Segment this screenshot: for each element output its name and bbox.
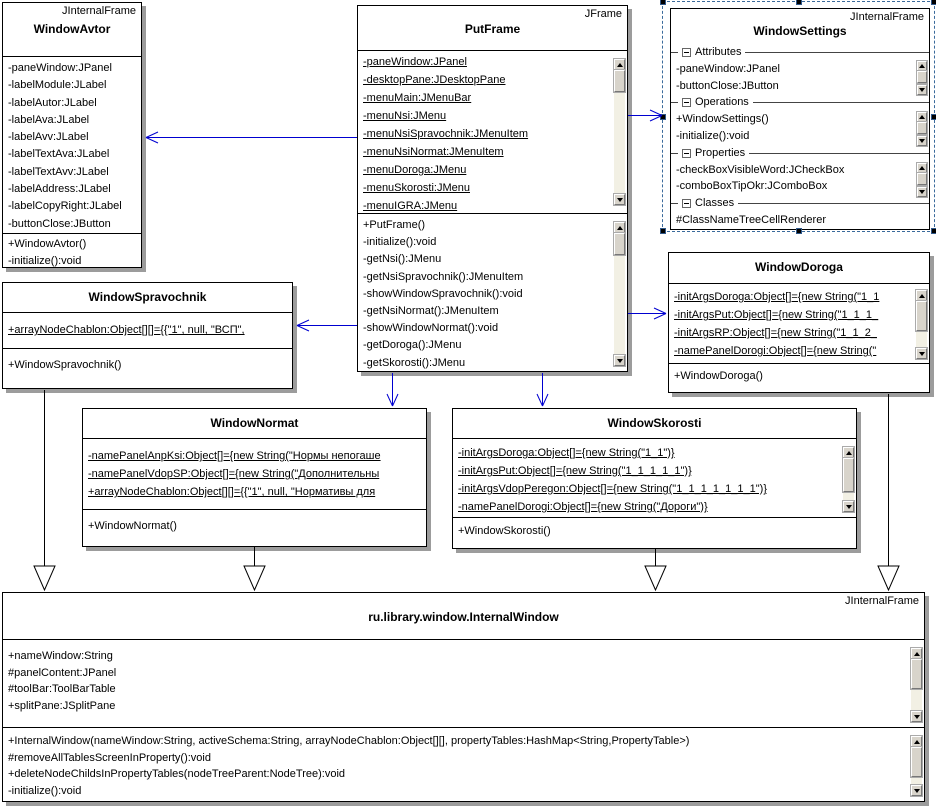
attributes-compartment — [3, 57, 141, 233]
resize-handle[interactable] — [660, 114, 666, 120]
method-row: +deleteNodeChildsInPropertyTables(nodeTreeParent:NodeTree):void — [8, 768, 346, 781]
class-name: WindowAvtor — [33, 22, 111, 36]
scroll-track[interactable] — [917, 71, 927, 85]
methods-compartment — [358, 213, 627, 371]
class-window-normat[interactable] — [82, 408, 427, 547]
generalization-windowdoroga-to-internalwindow[interactable] — [878, 394, 899, 590]
attribute-row: -namePanelAnpKsi:Object[]={new String("Нормы непогаше — [88, 450, 381, 462]
attribute-row: -labelAutor:JLabel — [8, 96, 97, 109]
section-header-attributes[interactable]: Attributes — [671, 44, 929, 61]
resize-handle[interactable] — [660, 0, 666, 5]
scroll-up-icon — [919, 64, 925, 68]
scroll-down-icon — [914, 789, 920, 793]
scroll-down-button[interactable] — [911, 711, 922, 722]
scroll-thumb[interactable] — [614, 70, 625, 92]
scrollbar[interactable] — [911, 736, 922, 796]
class-window-skorosti[interactable] — [452, 408, 857, 549]
method-row: +WindowNormat() — [88, 520, 177, 532]
minus-glyph — [684, 102, 689, 103]
stereotype-label: JInternalFrame — [845, 595, 919, 607]
class-internal-window[interactable] — [2, 592, 925, 802]
scroll-down-icon — [919, 190, 925, 194]
minus-glyph — [684, 52, 689, 53]
divider — [671, 153, 678, 154]
methods-compartment — [669, 363, 929, 392]
attribute-row: -namePanelDorogi:Object[]={new String("Дороги")} — [458, 501, 708, 513]
scroll-up-button[interactable] — [916, 290, 927, 301]
method-row: +WindowSettings() — [676, 113, 769, 126]
attribute-row: +splitPane:JSplitPane — [8, 699, 116, 712]
class-name: PutFrame — [464, 22, 521, 36]
attribute-row: -labelTextAvv:JLabel — [8, 165, 109, 178]
scrollbar[interactable] — [917, 61, 927, 95]
minus-glyph — [684, 153, 689, 154]
scroll-up-button[interactable] — [917, 61, 927, 71]
scroll-up-icon — [919, 166, 925, 170]
method-row: -getNsiSpravochnik():JMenuItem — [363, 270, 524, 283]
methods-compartment — [3, 727, 924, 801]
generalization-windowspravochnik-to-internalwindow[interactable] — [34, 390, 55, 590]
class-put-frame[interactable] — [357, 5, 628, 372]
scroll-down-button[interactable] — [917, 187, 927, 197]
class-header — [671, 9, 929, 44]
method-row: -showWindowSpravochnik():void — [363, 287, 523, 300]
scroll-thumb[interactable] — [911, 659, 922, 689]
stereotype-label: JInternalFrame — [850, 11, 924, 23]
attribute-row: -labelTextAva:JLabel — [8, 148, 110, 161]
scroll-up-icon — [919, 115, 925, 119]
scroll-track[interactable] — [614, 70, 625, 194]
method-row: +InternalWindow(nameWindow:String, activeSchema:String, arrayNodeChablon:Object[][], propertyTables:HashMap<String,PropertyTable>) — [8, 735, 690, 747]
scrollbar[interactable] — [911, 648, 922, 722]
attribute-row: -initArgsVdopPeregon:Object[]={new String("1_1_1_1_1_1_1")} — [458, 483, 767, 495]
property-row: -comboBoxTipOkr:JComboBox — [676, 180, 828, 193]
attribute-row: -menuIGRA:JMenu — [363, 200, 458, 212]
scroll-down-icon — [919, 352, 925, 356]
class-header — [3, 593, 924, 640]
method-row: -initialize():void — [676, 129, 750, 142]
scroll-up-button[interactable] — [917, 163, 927, 173]
scroll-down-icon — [617, 198, 623, 202]
divider — [671, 203, 678, 204]
method-row: +WindowSkorosti() — [458, 525, 551, 537]
collapse-icon[interactable] — [682, 98, 691, 107]
scroll-thumb[interactable] — [843, 458, 854, 492]
scroll-track[interactable] — [917, 122, 927, 136]
scroll-down-button[interactable] — [916, 348, 927, 359]
attribute-row: -initArgsDoroga:Object[]={new String("1_1 — [674, 291, 880, 303]
divider — [671, 102, 678, 103]
divider — [753, 102, 929, 103]
scroll-thumb[interactable] — [917, 71, 927, 83]
class-name: WindowSpravochnik — [88, 290, 207, 304]
scroll-up-button[interactable] — [917, 112, 927, 122]
generalization-windowskorosti-to-internalwindow[interactable] — [645, 549, 666, 590]
scroll-up-icon — [617, 226, 623, 230]
dependency-putframe-to-windowdoroga[interactable] — [628, 308, 666, 319]
attribute-row: -initArgsDoroga:Object[]={new String("1_1")} — [458, 447, 675, 459]
scroll-down-button[interactable] — [614, 355, 625, 366]
attribute-row: +arrayNodeChablon:Object[][]={{"1", null, "Нормативы для — [88, 486, 376, 498]
scrollbar[interactable] — [917, 112, 927, 146]
collapse-icon[interactable] — [682, 48, 691, 57]
scroll-thumb[interactable] — [916, 301, 927, 331]
scrollbar[interactable] — [614, 222, 625, 366]
scrollbar[interactable] — [917, 163, 927, 197]
scrollbar[interactable] — [916, 290, 927, 359]
attribute-row: #toolBar:ToolBarTable — [8, 683, 116, 696]
class-name: WindowSettings — [753, 24, 847, 38]
section-header-properties[interactable]: Properties — [671, 145, 929, 162]
class-name: ru.library.window.InternalWindow — [368, 610, 559, 624]
scroll-track[interactable] — [911, 659, 922, 711]
class-header — [453, 409, 856, 439]
collapse-icon[interactable] — [682, 199, 691, 208]
method-row: #removeAllTablesScreenInProperty():void — [8, 751, 211, 764]
methods-compartment — [83, 509, 426, 546]
method-row: -getSkorosti():JMenu — [363, 356, 466, 369]
attribute-row: #panelContent:JPanel — [8, 666, 117, 679]
attribute-row: -labelAva:JLabel — [8, 113, 90, 126]
attribute-row: -menuMain:JMenuBar — [363, 92, 472, 104]
dependency-putframe-to-windowsettings[interactable] — [628, 110, 662, 121]
class-window-spravochnik[interactable] — [2, 282, 293, 389]
resize-handle[interactable] — [660, 228, 666, 234]
method-row: -initialize():void — [8, 784, 82, 797]
attribute-row: -desktopPane:JDesktopPane — [363, 74, 506, 86]
class-name: WindowSkorosti — [607, 416, 702, 430]
dependency-putframe-to-windownormat[interactable] — [387, 373, 398, 406]
section-header-operations[interactable]: Operations — [671, 94, 929, 111]
attribute-row: -paneWindow:JPanel — [363, 56, 467, 68]
scroll-thumb[interactable] — [614, 233, 625, 255]
resize-handle[interactable] — [796, 0, 802, 5]
attribute-row: -paneWindow:JPanel — [676, 62, 780, 75]
divider — [749, 153, 929, 154]
resize-handle[interactable] — [931, 228, 936, 234]
attribute-row: -initArgsPut:Object[]={new String("1_1_1_1_1")} — [458, 465, 692, 477]
attribute-row: -menuNsiNormat:JMenuItem — [363, 146, 504, 158]
scroll-up-button[interactable] — [614, 222, 625, 233]
attribute-row: -menuNsiSpravochnik:JMenuItem — [363, 128, 529, 140]
methods-compartment — [453, 517, 856, 548]
scroll-up-icon — [914, 740, 920, 744]
attribute-row: -buttonClose:JButton — [676, 79, 779, 92]
attributes-compartment — [3, 313, 292, 348]
scroll-up-button[interactable] — [911, 648, 922, 659]
attribute-row: -namePanelDorogi:Object[]={new String(" — [674, 345, 877, 357]
attribute-row: -namePanelVdopSP:Object[]={new String("Дополнительны — [88, 468, 380, 480]
resize-handle[interactable] — [931, 114, 936, 120]
scroll-down-icon — [919, 139, 925, 143]
scroll-track[interactable] — [917, 173, 927, 187]
attribute-row: -buttonClose:JButton — [8, 217, 111, 230]
attribute-row: -labelModule:JLabel — [8, 79, 107, 92]
class-row: #ClassNameTreeCellRenderer — [676, 213, 826, 226]
attribute-row: -menuSkorosti:JMenu — [363, 182, 470, 194]
method-row: -showWindowNormat():void — [363, 322, 499, 335]
scroll-thumb[interactable] — [917, 122, 927, 134]
attribute-row: -menuDoroga:JMenu — [363, 164, 467, 176]
scroll-down-icon — [617, 359, 623, 363]
class-name: WindowNormat — [210, 416, 299, 430]
method-row: -getNsi():JMenu — [363, 253, 442, 266]
scroll-track[interactable] — [911, 747, 922, 785]
scroll-thumb[interactable] — [911, 747, 922, 777]
divider — [738, 203, 929, 204]
stereotype-label: JInternalFrame — [62, 5, 136, 17]
divider — [671, 52, 678, 53]
method-row: +WindowDoroga() — [674, 370, 763, 382]
attributes-compartment — [358, 51, 627, 213]
stereotype-label: JFrame — [584, 8, 622, 20]
collapse-icon[interactable] — [682, 149, 691, 158]
scroll-up-button[interactable] — [911, 736, 922, 747]
attributes-compartment — [83, 439, 426, 509]
scroll-track[interactable] — [843, 458, 854, 501]
class-header — [3, 3, 141, 57]
scrollbar[interactable] — [843, 447, 854, 512]
property-row: -checkBoxVisibleWord:JCheckBox — [676, 163, 845, 176]
scroll-down-button[interactable] — [614, 194, 625, 205]
method-row: +WindowSpravochnik() — [8, 359, 122, 371]
attribute-row: -initArgsPut:Object[]={new String("1_1_1_ — [674, 309, 879, 321]
scroll-track[interactable] — [916, 301, 927, 348]
attributes-compartment — [669, 284, 929, 363]
attribute-row: +arrayNodeChablon:Object[][]={{"1", null, "ВСП", — [8, 324, 245, 336]
class-header — [3, 283, 292, 313]
scroll-thumb[interactable] — [917, 173, 927, 185]
method-row: -initialize():void — [8, 255, 82, 267]
attribute-row: -paneWindow:JPanel — [8, 62, 112, 74]
attribute-row: -labelAvv:JLabel — [8, 131, 89, 144]
class-window-settings[interactable] — [670, 8, 930, 230]
class-header — [83, 409, 426, 439]
scroll-up-button[interactable] — [614, 59, 625, 70]
scroll-down-button[interactable] — [911, 785, 922, 796]
scroll-down-button[interactable] — [917, 85, 927, 95]
class-window-doroga[interactable] — [668, 252, 930, 393]
resize-handle[interactable] — [931, 0, 936, 5]
scroll-down-icon — [914, 715, 920, 719]
class-header — [358, 6, 627, 51]
scroll-down-button[interactable] — [917, 136, 927, 146]
scroll-up-icon — [617, 63, 623, 67]
method-row: +PutFrame() — [363, 219, 426, 231]
scroll-up-icon — [846, 451, 852, 455]
minus-glyph — [684, 203, 689, 204]
class-header — [669, 253, 929, 284]
attribute-row: -labelCopyRight:JLabel — [8, 200, 122, 213]
scrollbar[interactable] — [614, 59, 625, 205]
methods-compartment — [3, 348, 292, 388]
dependency-putframe-to-windowspravochnik[interactable] — [297, 320, 357, 331]
method-row: -initialize():void — [363, 236, 437, 249]
scroll-up-icon — [919, 294, 925, 298]
class-name: WindowDoroga — [755, 260, 843, 274]
class-window-avtor[interactable] — [2, 2, 142, 268]
scroll-up-button[interactable] — [843, 447, 854, 458]
method-row: -getNsiNormat():JMenuItem — [363, 305, 499, 318]
scroll-down-icon — [919, 88, 925, 92]
scroll-track[interactable] — [614, 233, 625, 355]
scroll-down-icon — [846, 505, 852, 509]
dependency-putframe-to-windowskorosti[interactable] — [537, 373, 548, 406]
scroll-up-icon — [914, 652, 920, 656]
dependency-putframe-to-windowavtor[interactable] — [146, 132, 357, 143]
attribute-row: -initArgsRP:Object[]={new String("1_1_2_ — [674, 327, 877, 339]
method-row: -getDoroga():JMenu — [363, 339, 462, 352]
method-row: +WindowAvtor() — [8, 238, 87, 250]
attributes-compartment — [3, 640, 924, 727]
attribute-row: +nameWindow:String — [8, 650, 113, 662]
section-header-classes[interactable]: Classes — [671, 195, 929, 212]
attribute-row: -menuNsi:JMenu — [363, 110, 447, 122]
generalization-windownormat-to-internalwindow[interactable] — [244, 547, 265, 590]
attribute-row: -labelAddress:JLabel — [8, 183, 111, 196]
methods-compartment — [3, 233, 141, 267]
divider — [745, 52, 929, 53]
scroll-down-button[interactable] — [843, 501, 854, 512]
attributes-compartment — [453, 439, 856, 517]
